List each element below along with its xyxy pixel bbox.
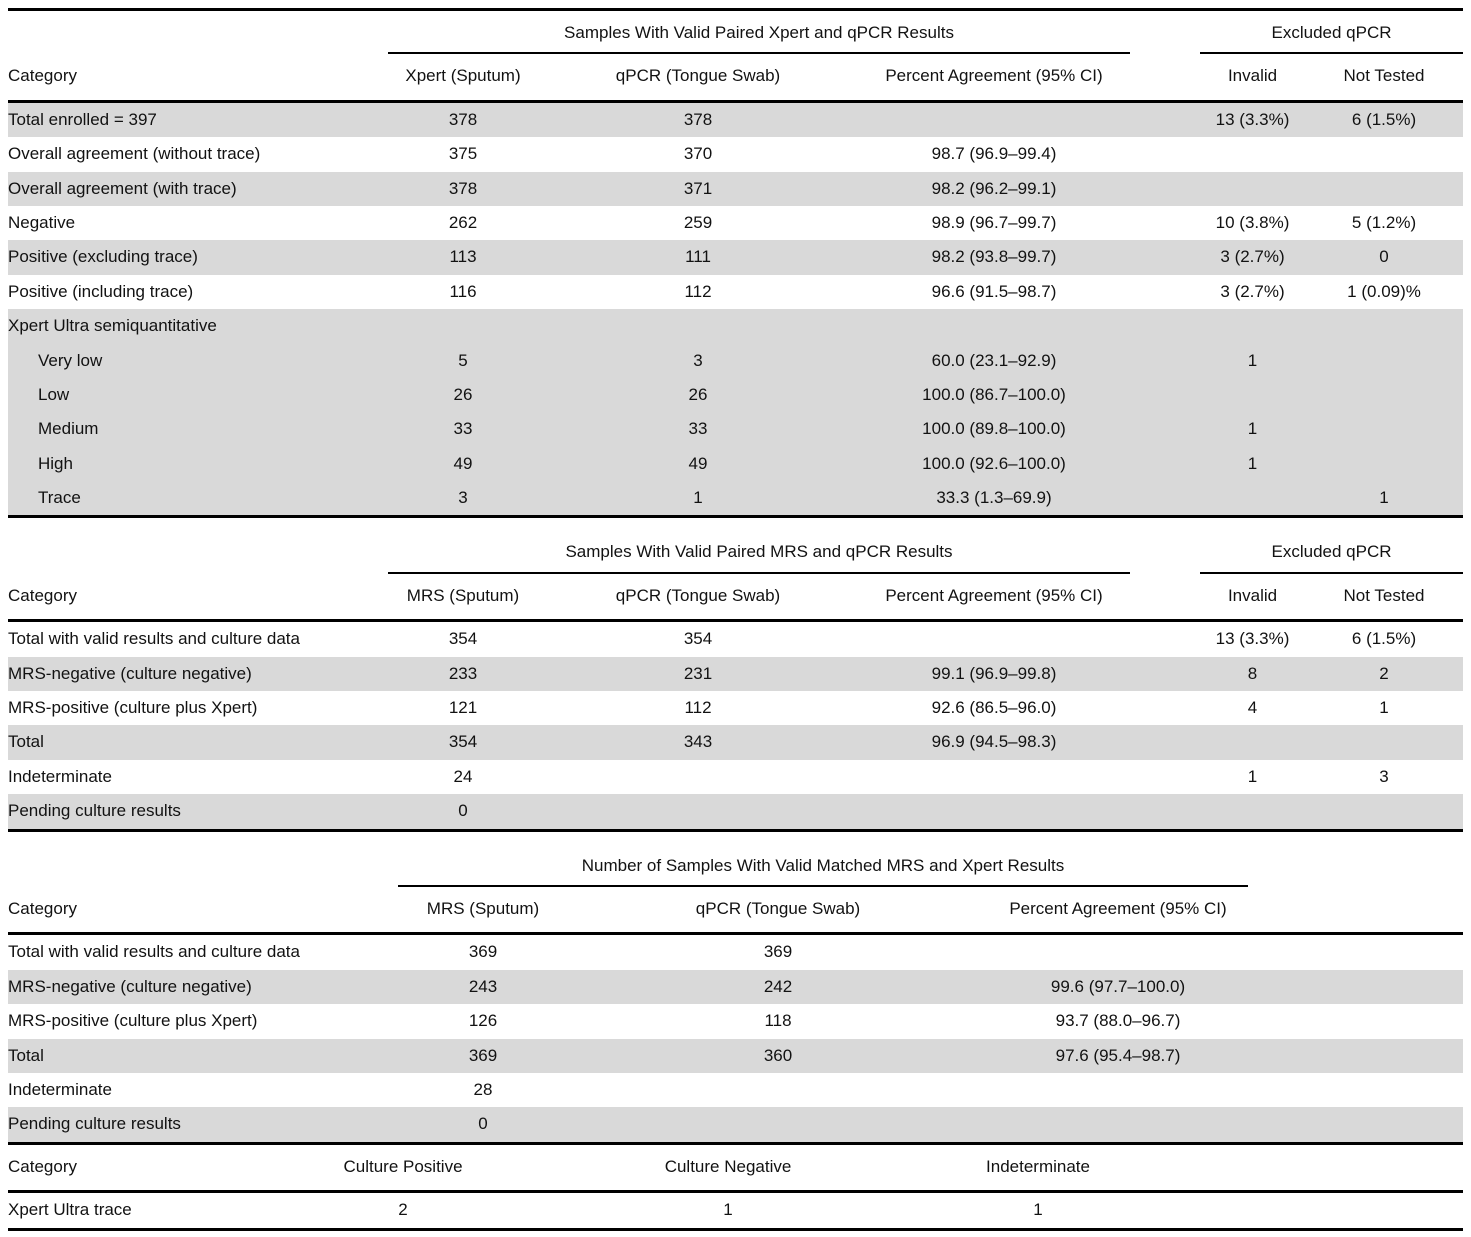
value-cell (1200, 794, 1305, 830)
mrs-qpcr-table-container (8, 530, 1463, 831)
column-header: Invalid (1200, 53, 1305, 101)
value-cell (538, 794, 858, 830)
value-cell: 369 (763, 942, 793, 962)
table-row (8, 447, 1463, 481)
value-cell: 354 (683, 629, 713, 649)
value-cell: 60.0 (23.1–92.9) (931, 350, 1057, 370)
value-cell: 33 (688, 419, 708, 439)
table-row (8, 794, 1463, 830)
table-row (8, 691, 1463, 725)
spanner-spacer (1130, 530, 1200, 572)
spacer-cell (1130, 240, 1200, 274)
table-row (8, 657, 1463, 691)
spacer-cell (1130, 794, 1200, 830)
table-gap (8, 832, 1463, 844)
column-header: Xpert (Sputum) (388, 53, 538, 101)
spacer-cell (1130, 344, 1200, 378)
value-cell: 0 (478, 1114, 488, 1134)
table-row (8, 240, 1463, 274)
section-header-cell: Xpert Ultra semiquantitative (8, 316, 217, 336)
mrs-qpcr-table (8, 530, 1463, 831)
spacer-cell (1130, 481, 1200, 517)
column-header-row (8, 1145, 1463, 1192)
row-label-cell: Xpert Ultra trace (8, 1200, 132, 1220)
value-cell: 378 (683, 109, 713, 129)
header-spacer (1130, 573, 1200, 621)
value-cell: 1 (723, 1200, 733, 1220)
column-header: qPCR (Tongue Swab) (568, 886, 988, 934)
value-cell: 112 (684, 281, 712, 301)
spacer-cell (1130, 206, 1200, 240)
value-cell (1305, 412, 1463, 446)
value-cell: 96.6 (91.5–98.7) (931, 281, 1057, 301)
spanner-spacer (8, 844, 398, 886)
table-row (8, 481, 1463, 517)
column-header: Percent Agreement (95% CI) (858, 53, 1130, 101)
value-cell (988, 1073, 1248, 1107)
value-cell (388, 309, 538, 343)
value-cell: 33 (453, 419, 473, 439)
spacer-cell (1130, 137, 1200, 171)
column-header: Category (8, 1145, 258, 1192)
table-row (8, 1004, 1463, 1038)
value-cell (538, 309, 858, 343)
value-cell (1200, 309, 1305, 343)
row-label-cell: Indeterminate (8, 766, 112, 786)
table-row (8, 1039, 1463, 1073)
column-header: Culture Positive (258, 1145, 548, 1192)
value-cell (858, 309, 1130, 343)
value-cell (1200, 172, 1305, 206)
column-header: Indeterminate (908, 1145, 1168, 1192)
spanner-spacer (1248, 844, 1463, 886)
spanner-heading: Samples With Valid Paired Xpert and qPCR Results (388, 10, 1130, 54)
row-label-cell: Overall agreement (without trace) (8, 144, 261, 164)
value-cell (988, 934, 1248, 970)
spacer-cell (1130, 691, 1200, 725)
value-cell: 28 (473, 1079, 493, 1099)
column-header: MRS (Sputum) (388, 573, 538, 621)
table-row (8, 934, 1463, 970)
value-cell: 98.2 (93.8–99.7) (931, 247, 1057, 267)
value-cell: 0 (1379, 247, 1389, 267)
spacer-cell (1168, 1192, 1463, 1229)
spacer-cell (1248, 1004, 1463, 1038)
column-header: Not Tested (1305, 573, 1463, 621)
spanner-spacer (1130, 10, 1200, 54)
value-cell: 98.2 (96.2–99.1) (931, 178, 1057, 198)
value-cell: 96.9 (94.5–98.3) (931, 732, 1057, 752)
spacer-cell (1130, 760, 1200, 794)
value-cell: 1 (693, 488, 703, 508)
spanner-heading: Excluded qPCR (1200, 530, 1463, 572)
row-label-cell: High (38, 453, 73, 473)
table-row (8, 412, 1463, 446)
table-row (8, 101, 1463, 137)
column-header: Category (8, 886, 398, 934)
value-cell: 93.7 (88.0–96.7) (1055, 1011, 1181, 1031)
mrs-xpert-table (8, 844, 1463, 1145)
value-cell (858, 101, 1130, 137)
value-cell: 375 (448, 144, 478, 164)
column-header: Percent Agreement (95% CI) (988, 886, 1248, 934)
table-row (8, 1107, 1463, 1143)
value-cell: 233 (448, 663, 478, 683)
value-cell (1305, 309, 1463, 343)
row-label-cell: MRS-positive (culture plus Xpert) (8, 1011, 258, 1031)
spanner-spacer (8, 530, 388, 572)
value-cell (1200, 137, 1305, 171)
value-cell: 97.6 (95.4–98.7) (1055, 1045, 1181, 1065)
value-cell: 98.9 (96.7–99.7) (931, 212, 1057, 232)
value-cell: 1 (1247, 453, 1258, 473)
table-row (8, 378, 1463, 412)
value-cell: 13 (3.3%) (1215, 109, 1290, 129)
value-cell: 116 (449, 281, 477, 301)
row-label-cell: Total with valid results and culture data (8, 629, 300, 649)
table-row (8, 1073, 1463, 1107)
value-cell: 26 (453, 384, 473, 404)
column-header: Percent Agreement (95% CI) (858, 573, 1130, 621)
spanner-heading: Number of Samples With Valid Matched MRS and Xpert Results (398, 844, 1248, 886)
value-cell: 5 (1.2%) (1351, 212, 1417, 232)
value-cell: 371 (683, 178, 713, 198)
value-cell: 1 (1379, 698, 1389, 718)
table-row (8, 275, 1463, 309)
spanner-row (8, 10, 1463, 54)
column-header-row (8, 886, 1463, 934)
header-spacer (1168, 1145, 1463, 1192)
value-cell: 118 (764, 1011, 792, 1031)
value-cell (1305, 378, 1463, 412)
value-cell (858, 621, 1130, 657)
column-header: qPCR (Tongue Swab) (538, 573, 858, 621)
value-cell (568, 1107, 988, 1143)
spacer-cell (1130, 657, 1200, 691)
value-cell (1305, 725, 1463, 759)
spacer-cell (1130, 447, 1200, 481)
row-label-cell: Pending culture results (8, 1114, 181, 1134)
value-cell: 111 (685, 247, 711, 267)
value-cell: 369 (468, 1045, 498, 1065)
value-cell: 3 (458, 488, 468, 508)
table-row (8, 760, 1463, 794)
value-cell: 33.3 (1.3–69.9) (936, 488, 1052, 508)
column-header: Invalid (1200, 573, 1305, 621)
value-cell: 0 (458, 801, 468, 821)
row-label-cell: MRS-negative (culture negative) (8, 663, 252, 683)
value-cell: 3 (2.7%) (1220, 281, 1285, 301)
value-cell: 231 (683, 663, 713, 683)
row-label-cell: Indeterminate (8, 1079, 112, 1099)
value-cell: 6 (1.5%) (1351, 629, 1417, 649)
spacer-cell (1130, 275, 1200, 309)
value-cell (1200, 378, 1305, 412)
row-label-cell: Positive (including trace) (8, 281, 194, 301)
value-cell: 10 (3.8%) (1215, 212, 1290, 232)
row-label-cell: Total with valid results and culture data (8, 942, 300, 962)
xpert-qpcr-table-container (8, 8, 1463, 518)
row-label-cell: MRS-positive (culture plus Xpert) (8, 698, 258, 718)
value-cell: 113 (449, 247, 477, 267)
column-header-row (8, 53, 1463, 101)
table-row (8, 725, 1463, 759)
trace-culture-table (8, 1145, 1463, 1231)
value-cell (568, 1073, 988, 1107)
value-cell: 121 (448, 698, 478, 718)
value-cell (1305, 447, 1463, 481)
table-row (8, 206, 1463, 240)
table-row (8, 621, 1463, 657)
value-cell (538, 760, 858, 794)
spacer-cell (1130, 309, 1200, 343)
value-cell: 243 (468, 976, 498, 996)
header-spacer (1130, 53, 1200, 101)
row-label-cell: Pending culture results (8, 801, 181, 821)
value-cell: 99.6 (97.7–100.0) (1050, 976, 1186, 996)
value-cell: 2 (398, 1200, 408, 1220)
value-cell: 13 (3.3%) (1215, 629, 1290, 649)
header-spacer (1248, 886, 1463, 934)
value-cell: 360 (763, 1045, 793, 1065)
value-cell: 2 (1379, 663, 1389, 683)
table-row (8, 137, 1463, 171)
row-label-cell: Low (38, 384, 70, 404)
row-label-cell: Overall agreement (with trace) (8, 178, 237, 198)
table-gap (8, 518, 1463, 530)
spanner-heading: Excluded qPCR (1200, 10, 1463, 54)
column-header: qPCR (Tongue Swab) (538, 53, 858, 101)
table-row (8, 970, 1463, 1004)
spacer-cell (1248, 1107, 1463, 1143)
spacer-cell (1248, 1039, 1463, 1073)
spanner-row (8, 530, 1463, 572)
value-cell (1200, 481, 1305, 517)
value-cell (1305, 137, 1463, 171)
section-row (8, 309, 1463, 343)
value-cell: 4 (1247, 698, 1258, 718)
spanner-row (8, 844, 1463, 886)
value-cell: 8 (1247, 663, 1258, 683)
column-header: Culture Negative (548, 1145, 908, 1192)
value-cell (1305, 344, 1463, 378)
value-cell: 378 (448, 178, 478, 198)
value-cell: 1 (0.09)% (1347, 281, 1421, 301)
value-cell: 98.7 (96.9–99.4) (931, 144, 1057, 164)
row-label-cell: Negative (8, 212, 76, 232)
table-row (8, 1192, 1463, 1229)
value-cell (988, 1107, 1248, 1143)
value-cell: 1 (1247, 350, 1258, 370)
value-cell: 3 (2.7%) (1220, 247, 1285, 267)
value-cell (1305, 794, 1463, 830)
value-cell: 5 (458, 350, 468, 370)
row-label-cell: Total (8, 1045, 44, 1065)
value-cell: 354 (448, 732, 478, 752)
spacer-cell (1130, 378, 1200, 412)
value-cell: 369 (468, 942, 498, 962)
value-cell: 126 (468, 1011, 498, 1031)
value-cell: 343 (683, 732, 713, 752)
value-cell: 112 (684, 698, 712, 718)
value-cell: 100.0 (92.6–100.0) (922, 453, 1066, 473)
spacer-cell (1130, 412, 1200, 446)
spanner-spacer (8, 10, 388, 54)
value-cell: 3 (693, 350, 703, 370)
column-header: MRS (Sputum) (398, 886, 568, 934)
spacer-cell (1130, 101, 1200, 137)
row-label-cell: MRS-negative (culture negative) (8, 976, 252, 996)
value-cell: 259 (683, 212, 713, 232)
value-cell: 3 (1379, 766, 1389, 786)
value-cell: 100.0 (86.7–100.0) (922, 384, 1066, 404)
value-cell: 378 (448, 109, 478, 129)
column-header-row (8, 573, 1463, 621)
value-cell: 354 (448, 629, 478, 649)
spacer-cell (1130, 621, 1200, 657)
row-label-cell: Very low (38, 350, 103, 370)
value-cell: 92.6 (86.5–96.0) (931, 698, 1057, 718)
spacer-cell (1130, 172, 1200, 206)
value-cell (858, 760, 1130, 794)
value-cell (858, 794, 1130, 830)
value-cell: 49 (453, 453, 473, 473)
table-row (8, 172, 1463, 206)
spacer-cell (1248, 934, 1463, 970)
value-cell: 49 (688, 453, 708, 473)
value-cell: 100.0 (89.8–100.0) (922, 419, 1066, 439)
row-label-cell: Positive (excluding trace) (8, 247, 198, 267)
value-cell: 370 (683, 144, 713, 164)
value-cell: 1 (1379, 488, 1389, 508)
value-cell: 1 (1247, 766, 1258, 786)
spacer-cell (1130, 725, 1200, 759)
mrs-xpert-table-container (8, 844, 1463, 1145)
column-header: Category (8, 53, 388, 101)
value-cell: 6 (1.5%) (1351, 109, 1417, 129)
value-cell: 99.1 (96.9–99.8) (931, 663, 1057, 683)
value-cell: 1 (1033, 1200, 1043, 1220)
value-cell: 1 (1247, 419, 1258, 439)
column-header: Not Tested (1305, 53, 1463, 101)
trace-culture-table-container (8, 1145, 1463, 1231)
value-cell: 26 (688, 384, 708, 404)
value-cell (1305, 172, 1463, 206)
row-label-cell: Medium (38, 419, 99, 439)
table-row (8, 344, 1463, 378)
spacer-cell (1248, 1073, 1463, 1107)
value-cell: 262 (448, 212, 478, 232)
value-cell: 242 (763, 976, 793, 996)
value-cell: 24 (453, 766, 473, 786)
row-label-cell: Total enrolled = 397 (8, 109, 157, 129)
xpert-qpcr-table (8, 8, 1463, 518)
value-cell (1200, 725, 1305, 759)
row-label-cell: Total (8, 732, 44, 752)
row-label-cell: Trace (38, 488, 81, 508)
spacer-cell (1248, 970, 1463, 1004)
column-header: Category (8, 573, 388, 621)
spanner-heading: Samples With Valid Paired MRS and qPCR Results (388, 530, 1130, 572)
